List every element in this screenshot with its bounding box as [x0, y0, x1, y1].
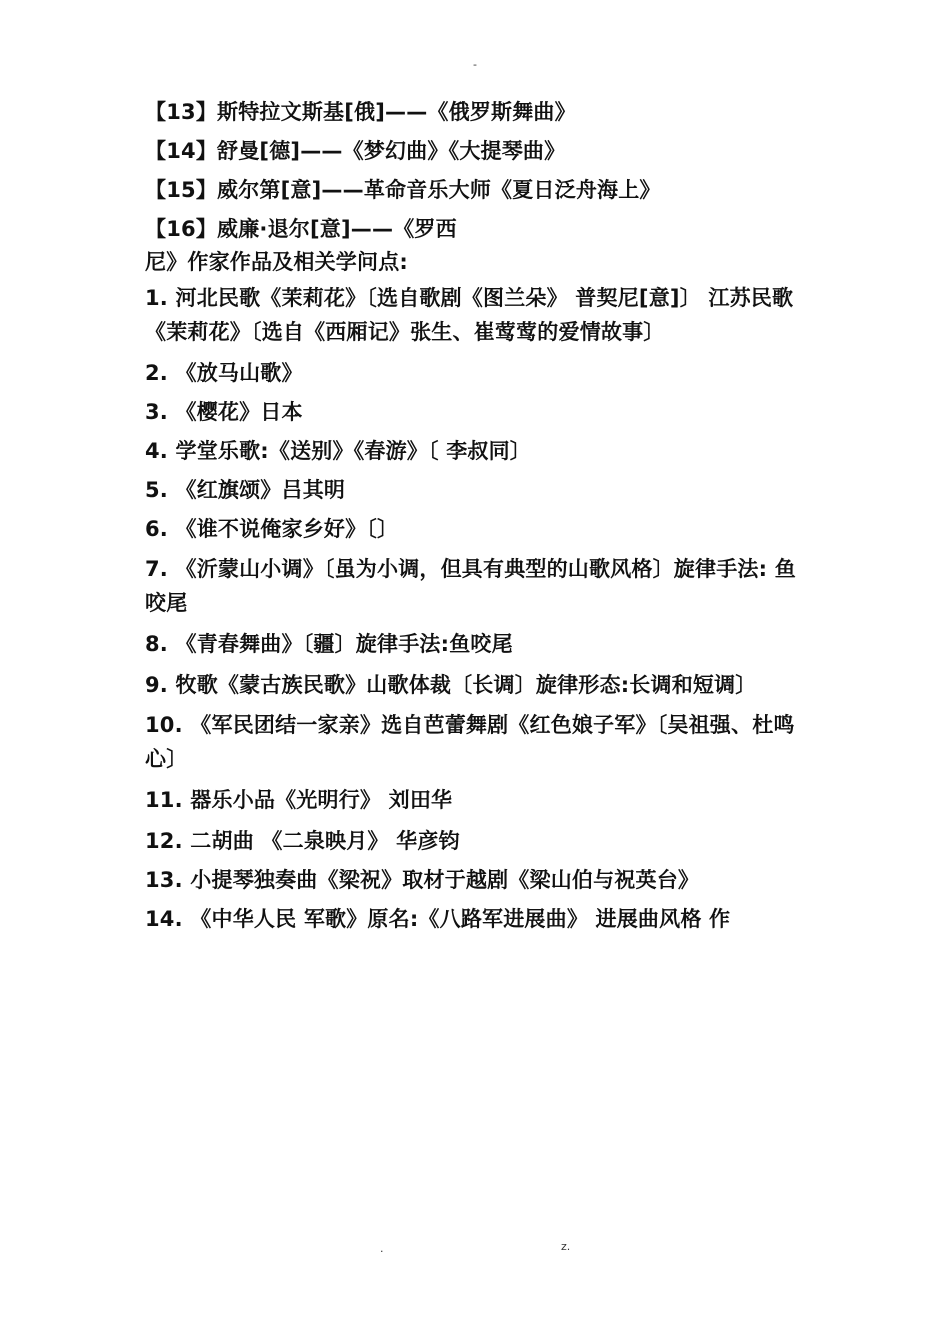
list-item-4: 4. 学堂乐歌:《送别》《春游》〔 李叔同〕 — [145, 439, 532, 463]
list-item-9: 9. 牧歌《蒙古族民歌》山歌体裁〔长调〕旋律形态:长调和短调〕 — [145, 673, 757, 697]
text-line-15: 【15】威尔第[意]——革命音乐大师《夏日泛舟海上》 — [145, 178, 661, 202]
text-line-14: 【14】舒曼[德]——《梦幻曲》《大提琴曲》 — [145, 139, 566, 163]
list-item-3: 3. 《樱花》日本 — [145, 400, 303, 424]
footer-right-mark: z. — [561, 1240, 571, 1253]
list-item-12: 12. 二胡曲 《二泉映月》 华彦钧 — [145, 829, 460, 853]
text-line-13: 【13】斯特拉文斯基[俄]——《俄罗斯舞曲》 — [145, 100, 576, 124]
list-item-14: 14. 《中华人民 军歌》原名:《八路军进展曲》 进展曲风格 作 — [145, 907, 731, 931]
list-item-6: 6. 《谁不说俺家乡好》〔〕 — [145, 517, 399, 541]
text-line-16: 【16】威廉·退尔[意]——《罗西 — [145, 217, 457, 241]
list-item-8: 8. 《青春舞曲》〔疆〕旋律手法:鱼咬尾 — [145, 632, 513, 656]
list-item-13: 13. 小提琴独奏曲《梁祝》取材于越剧《梁山伯与祝英台》 — [145, 868, 700, 892]
list-item-7: 7. 《沂蒙山小调》〔虽为小调，但具有典型的山歌风格〕旋律手法: 鱼咬尾 — [145, 557, 796, 615]
list-item-1: 1. 河北民歌《茉莉花》〔选自歌剧《图兰朵》 普契尼[意]〕 江苏民歌《茉莉花》〔选自《西厢记》张生、崔莺莺的爱情故事〕 — [145, 286, 794, 344]
footer-left-mark: . — [380, 1242, 384, 1255]
list-item-5: 5. 《红旗颂》吕其明 — [145, 478, 346, 502]
list-item-10: 10. 《军民团结一家亲》选自芭蕾舞剧《红色娘子军》〔吴祖强、杜鸣心〕 — [145, 713, 795, 771]
list-item-11: 11. 器乐小品《光明行》 刘田华 — [145, 788, 453, 812]
list-item-2: 2. 《放马山歌》 — [145, 361, 303, 385]
header-mark: - — [473, 58, 477, 71]
document-body — [145, 96, 805, 936]
section-heading: 尼》作家作品及相关学问点: — [145, 250, 408, 274]
